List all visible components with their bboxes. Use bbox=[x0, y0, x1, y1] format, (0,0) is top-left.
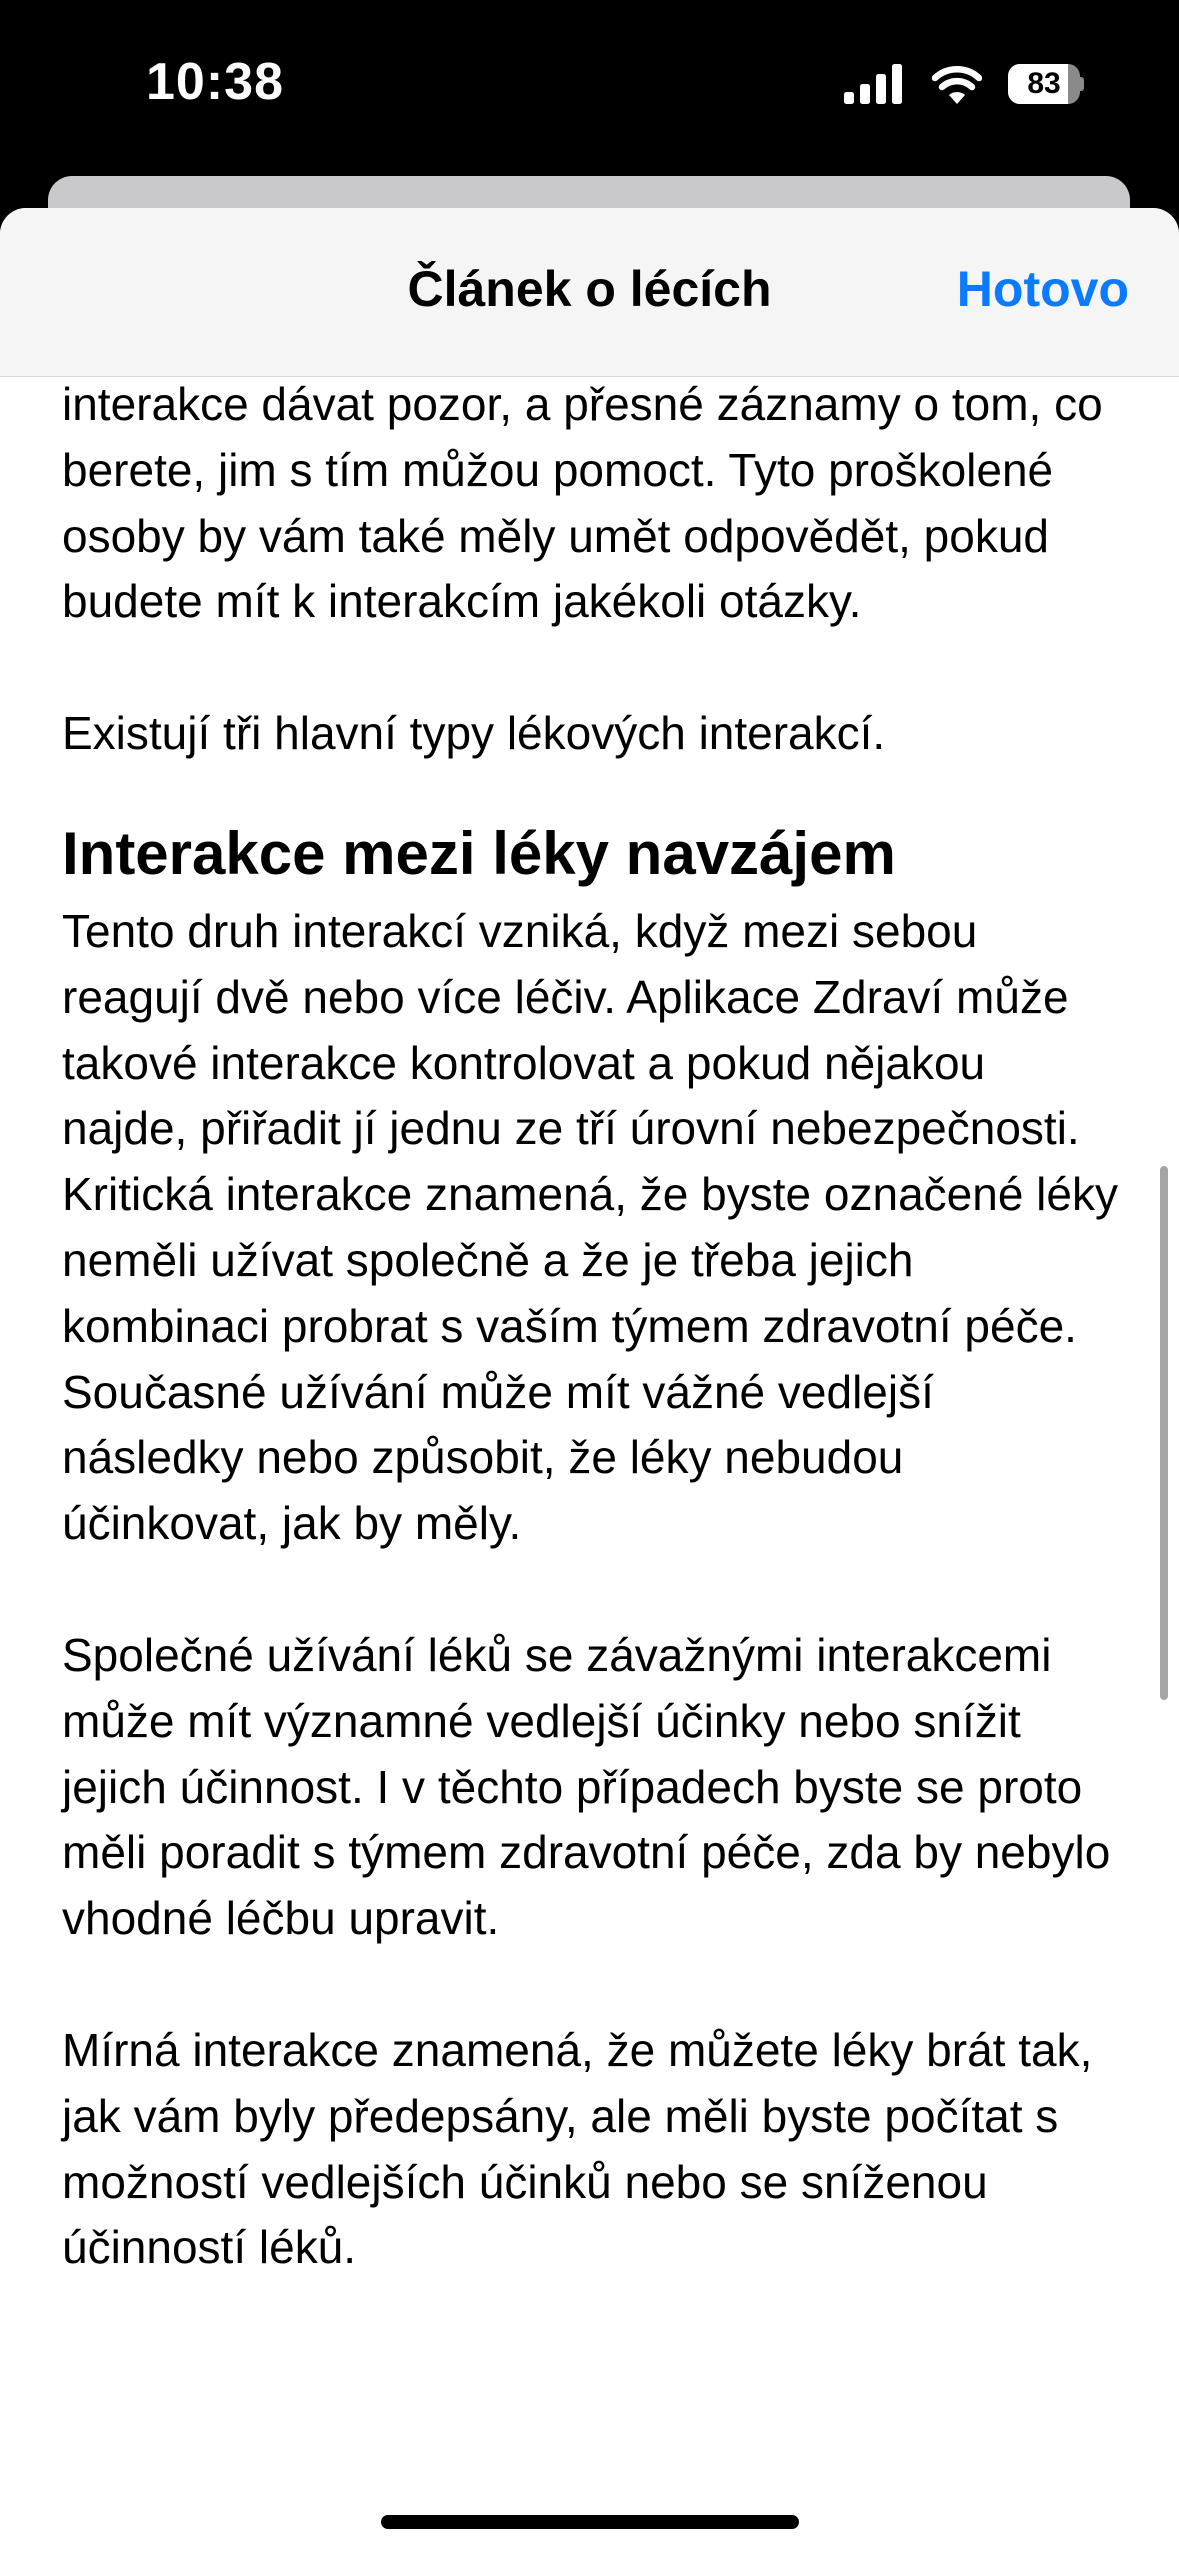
article-paragraph: Mírná interakce znamená, že můžete léky brát tak, jak vám byly předepsány, ale měli byste počítat s možností vedlejších účinků nebo se sníženou účinností léků. bbox=[62, 2023, 1093, 2274]
wifi-icon bbox=[932, 64, 982, 104]
home-indicator[interactable] bbox=[381, 2515, 799, 2529]
article-paragraph: Společné užívání léků se závažnými interakcemi může mít významné vedlejší účinky nebo snížit jejich účinnost. I v těchto případech byste se proto měli poradit s týmem zdravotní péče, zda by nebylo vhodné léčbu upravit. bbox=[62, 1628, 1111, 1945]
done-button[interactable]: Hotovo bbox=[956, 261, 1129, 317]
battery-level: 83 bbox=[1027, 67, 1061, 100]
article-paragraph: Existují tři hlavní typy lékových interakcí. bbox=[62, 707, 886, 760]
sheet-title: Článek o lécích bbox=[407, 261, 772, 317]
battery-icon bbox=[1008, 64, 1084, 104]
status-time: 10:38 bbox=[146, 53, 284, 111]
article-paragraph: interakce dávat pozor, a přesné záznamy o tom, co berete, jim s tím můžou pomoct. Tyto proškolené osoby by vám také měly umět odpovědět, pokud budete mít k interakcím jakékoli otázky. bbox=[62, 378, 1103, 628]
signal-icon bbox=[844, 64, 904, 104]
sheet-nav-bar bbox=[0, 208, 1179, 377]
scroll-indicator[interactable] bbox=[1160, 1166, 1168, 1700]
status-icons bbox=[844, 64, 1084, 104]
status-bar bbox=[0, 0, 1179, 180]
article-paragraph: Tento druh interakcí vzniká, když mezi sebou reagují dvě nebo více léčiv. Aplikace Zdraví může takové interakce kontrolovat a pokud nějakou najde, přiřadit jí jednu ze tří úrovní nebezpečnosti. Kritická interakce znamená, že byste označené léky neměli užívat společně a že je třeba jejich kombinaci probrat s vaším týmem zdravotní péče. Současné užívání může mít vážné vedlejší následky nebo způsobit, že léky nebudou účinkovat, jak by měly. bbox=[62, 904, 1118, 1550]
article-sheet bbox=[0, 208, 1179, 2556]
section-heading: Interakce mezi léky navzájem bbox=[62, 819, 896, 887]
article-content bbox=[62, 372, 1122, 2281]
